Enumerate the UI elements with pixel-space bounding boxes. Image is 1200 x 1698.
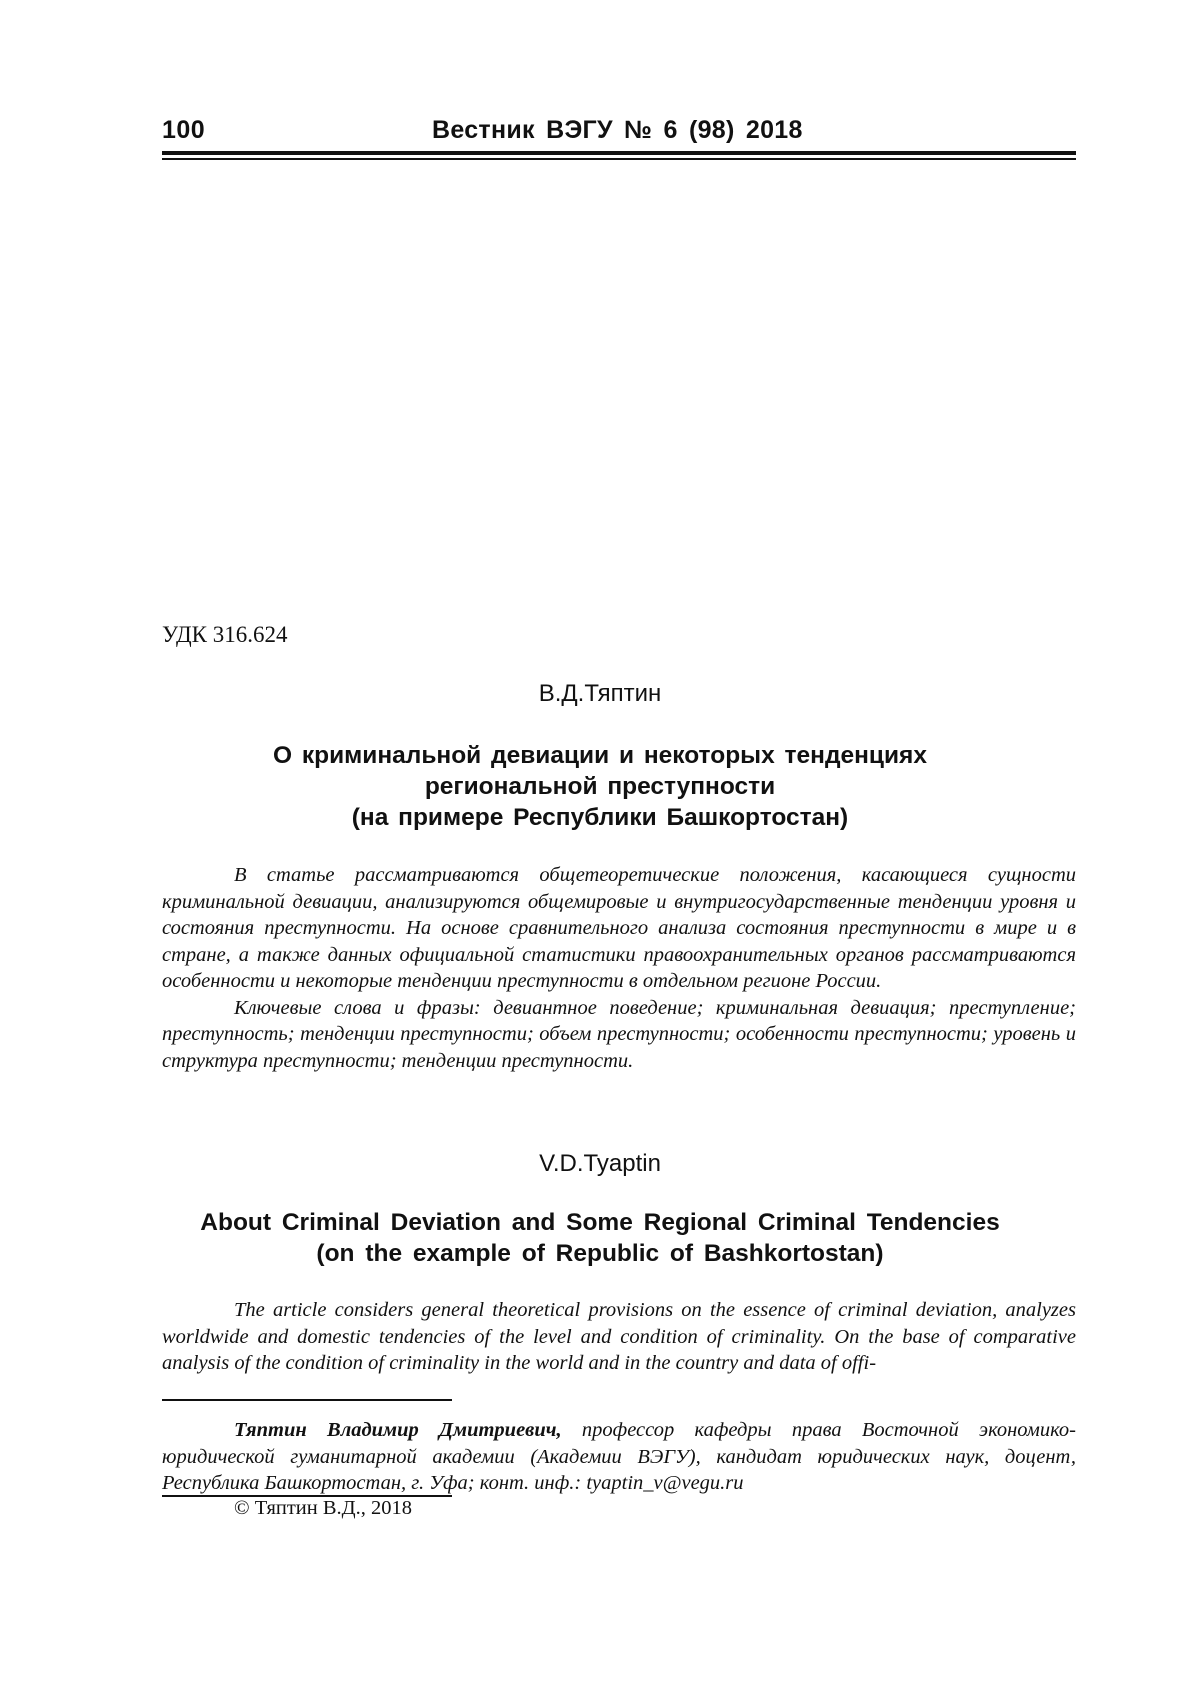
article-title-ru: [0, 740, 1200, 833]
footnote-author-details: профессор кафедры права Восточной экономико-юридической гуманитарной академии (Академии ВЭГУ), кандидат юридических наук, доцент, Республика Башкортостан, г. Уфа; конт. инф.: tyaptin_v@vegu.ru: [162, 1419, 1076, 1494]
abstract-ru-text: В статье рассматриваются общетеоретические положения, касающиеся сущности криминальной девиации, анализируются общемировые и внутригосударственные тенденции уровня и состояния преступности. На основе сравнительного анализа состояния преступности в мире и в стране, а также данных официальной статистики правоохранительных органов рассматриваются особенности и некоторые тенденции преступности в отдельном регионе России.: [162, 864, 1076, 992]
keywords-ru: Ключевые слова и фразы: девиантное поведение; криминальная девиация; преступление; преступность; тенденции преступности; объем преступности; особенности преступности; уровень и структура преступности; тенденции преступности.: [162, 996, 1076, 1072]
author-footnote: [162, 1417, 1076, 1497]
header-rule-thin: [162, 158, 1076, 160]
abstract-en: [162, 1297, 1076, 1377]
title-en-line: (on the example of Republic of Bashkortostan): [316, 1240, 884, 1267]
title-ru-line: (на примере Республики Башкортостан): [351, 804, 849, 831]
abstract-ru: [162, 862, 1076, 1074]
title-ru-line: региональной преступности: [424, 773, 776, 800]
page-number: 100: [162, 116, 206, 144]
author-ru: В.Д.Тяптин: [538, 680, 662, 707]
title-en-line: About Criminal Deviation and Some Regional Criminal Tendencies: [200, 1209, 1000, 1236]
copyright-notice: © Тяптин В.Д., 2018: [234, 1497, 413, 1519]
title-ru-line: О криминальной девиации и некоторых тенденциях: [273, 742, 927, 769]
header-rule: [162, 151, 1076, 155]
footnote-paragraph: [162, 1417, 1076, 1497]
article-title-en: [0, 1207, 1200, 1269]
journal-title: Вестник ВЭГУ № 6 (98) 2018: [432, 116, 803, 144]
udc-code: УДК 316.624: [162, 622, 288, 647]
footnote-rule: [162, 1399, 452, 1401]
abstract-en-text: The article considers general theoretical provisions on the essence of criminal deviation, analyzes worldwide and domestic tendencies of the level and condition of criminality. On the base of comparative analysis of the condition of criminality in the world and in the country and data of offi-: [162, 1299, 1076, 1374]
footnote-author-name: Тяптин Владимир Дмитриевич,: [234, 1419, 562, 1441]
author-en: V.D.Tyaptin: [539, 1150, 661, 1177]
